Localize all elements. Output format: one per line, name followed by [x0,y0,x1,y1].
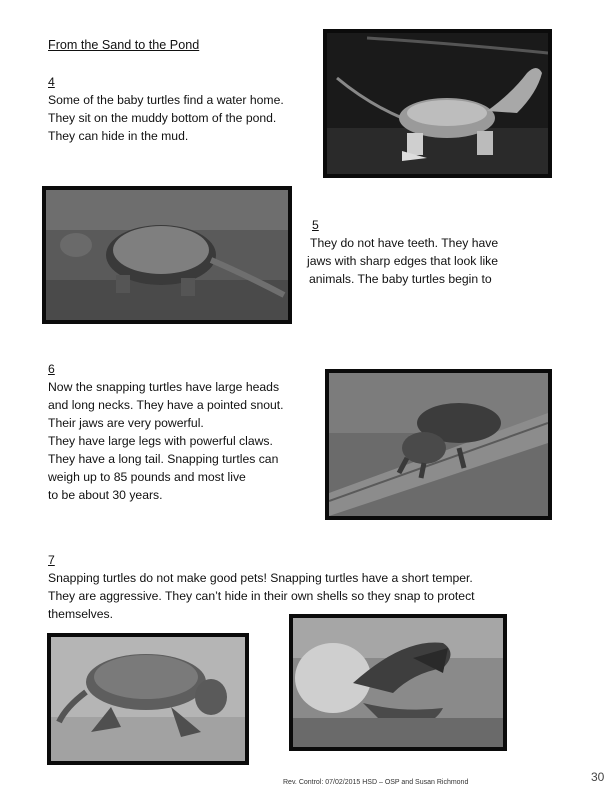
section-line: They are aggressive. They can’t hide in their own shells so they snap to protect [48,589,475,603]
section-line: jaws with sharp edges that look like [307,254,499,268]
section-line: They do not have teeth. They have [310,236,499,250]
turtle-photo-standing [47,633,249,765]
section-6 [48,360,284,504]
turtle-photo-log [325,369,552,520]
turtle-walking-image [46,190,288,320]
page-number: 30 [591,770,605,784]
turtle-photo-snapping [289,614,507,751]
section-line: They have a long tail. Snapping turtles can [48,452,279,466]
section-number: 7 [48,553,55,567]
section-number: 5 [312,218,319,232]
section-7 [48,551,475,623]
section-line: animals. The baby turtles begin to [309,272,492,286]
section-number: 4 [48,75,55,89]
turtle-photo-climbing [323,29,552,178]
turtle-standing-image [51,637,245,761]
section-line: They sit on the muddy bottom of the pond. [48,111,277,125]
turtle-snapping-image [293,618,503,747]
section-5 [307,216,498,288]
turtle-climbing-image [327,33,548,174]
footer-control: Rev. Control: 07/02/2015 HSD – OSP and Susan Richmond [283,779,469,786]
section-line: They have large legs with powerful claws. [48,434,273,448]
section-line: Snapping turtles do not make good pets! Snapping turtles have a short temper. [48,571,473,585]
section-line: They can hide in the mud. [48,129,189,143]
section-line: to be about 30 years. [48,488,163,502]
section-number: 6 [48,362,55,376]
section-line: Some of the baby turtles find a water home. [48,93,284,107]
section-line: weigh up to 85 pounds and most live [48,470,246,484]
section-line: Now the snapping turtles have large heads [48,380,280,394]
turtle-photo-walking [42,186,292,324]
section-line: themselves. [48,607,114,621]
turtle-log-image [329,373,548,516]
section-line: and long necks. They have a pointed snout. [48,398,284,412]
page-title: From the Sand to the Pond [48,38,200,52]
section-line: Their jaws are very powerful. [48,416,204,430]
section-4 [48,73,284,145]
